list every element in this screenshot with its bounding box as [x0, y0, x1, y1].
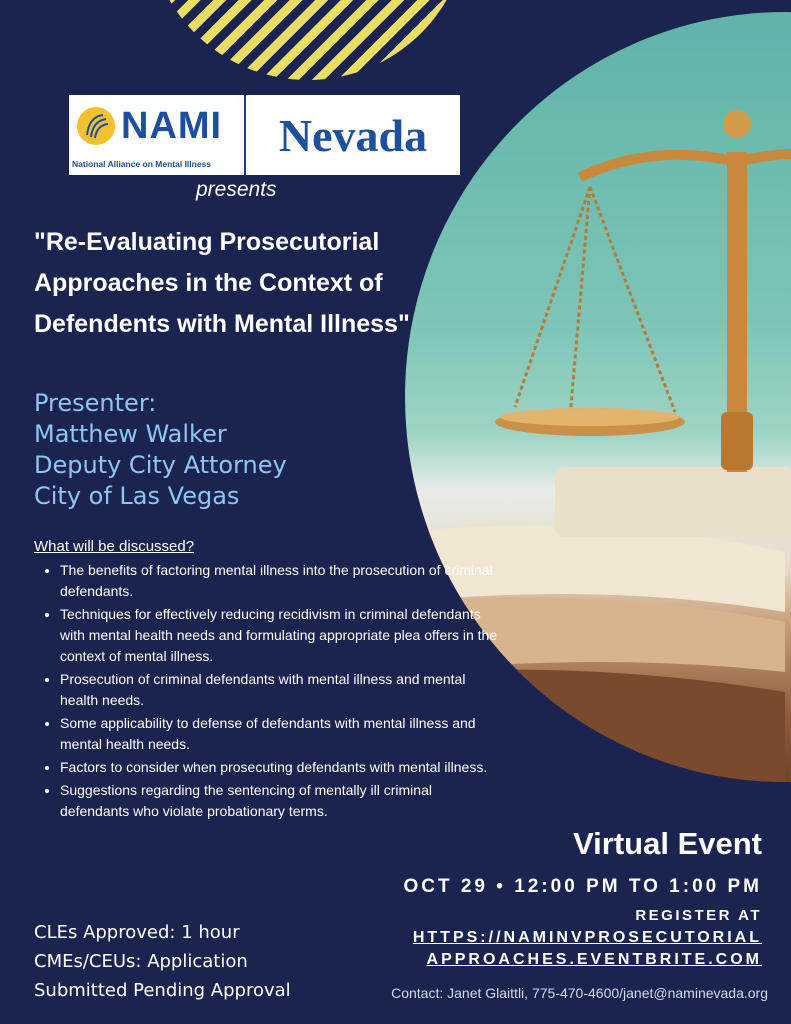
presents-label: presents: [196, 178, 277, 201]
cme-credits: CMEs/CEUs: Application: [34, 951, 248, 972]
nami-nevada-logo: [69, 95, 460, 175]
logo-subtitle: National Alliance on Mental Illness: [72, 159, 212, 169]
list-item: • The benefits of factoring mental illness into the prosecution of criminal defendants.: [60, 560, 500, 602]
event-type: Virtual Event: [573, 826, 762, 861]
discussion-heading: What will be discussed?: [34, 538, 195, 555]
presenter-label: Presenter:: [34, 389, 157, 417]
list-item: • Suggestions regarding the sentencing of mentally ill criminal defendants who violate probationary terms.: [60, 780, 500, 822]
presenter-name: Matthew Walker: [34, 420, 227, 448]
event-datetime: OCT 29 • 12:00 PM TO 1:00 PM: [403, 876, 762, 897]
register-label: REGISTER AT: [635, 907, 762, 924]
registration-link-line2[interactable]: APPROACHES.EVENTBRITE.COM: [426, 951, 762, 968]
credits-block: [34, 918, 291, 1005]
registration-link-line1[interactable]: HTTPS://NAMINVPROSECUTORIAL: [412, 929, 762, 946]
list-item: • Prosecution of criminal defendants with mental illness and mental health needs.: [60, 669, 500, 711]
list-item: • Some applicability to defense of defendants with mental illness and mental health needs.: [60, 713, 500, 755]
pending-approval: Submitted Pending Approval: [34, 980, 291, 1001]
list-item: • Factors to consider when prosecuting defendants with mental illness.: [60, 757, 500, 778]
logo-nevada-text: Nevada: [278, 109, 428, 161]
presenter-role: Deputy City Attorney: [34, 451, 287, 479]
registration-block: [413, 905, 762, 971]
cle-credits: CLEs Approved: 1 hour: [34, 922, 240, 943]
event-title: "Re-Evaluating Prosecutorial Approaches in the Context of Defendents with Mental Illness": [34, 228, 410, 338]
discussion-list: [34, 560, 500, 824]
presenter-block: [34, 388, 287, 512]
logo-nami-text: NAMI: [121, 105, 223, 147]
presenter-org: City of Las Vegas: [34, 482, 240, 510]
contact-info: Contact: Janet Glaittli, 775-470-4600/janet@naminevada.org: [391, 985, 768, 1001]
nami-swirl-icon: [75, 105, 117, 147]
list-item: • Techniques for effectively reducing recidivism in criminal defendants with mental health needs and formulating appropriate plea offers in the context of mental illness.: [60, 604, 500, 667]
